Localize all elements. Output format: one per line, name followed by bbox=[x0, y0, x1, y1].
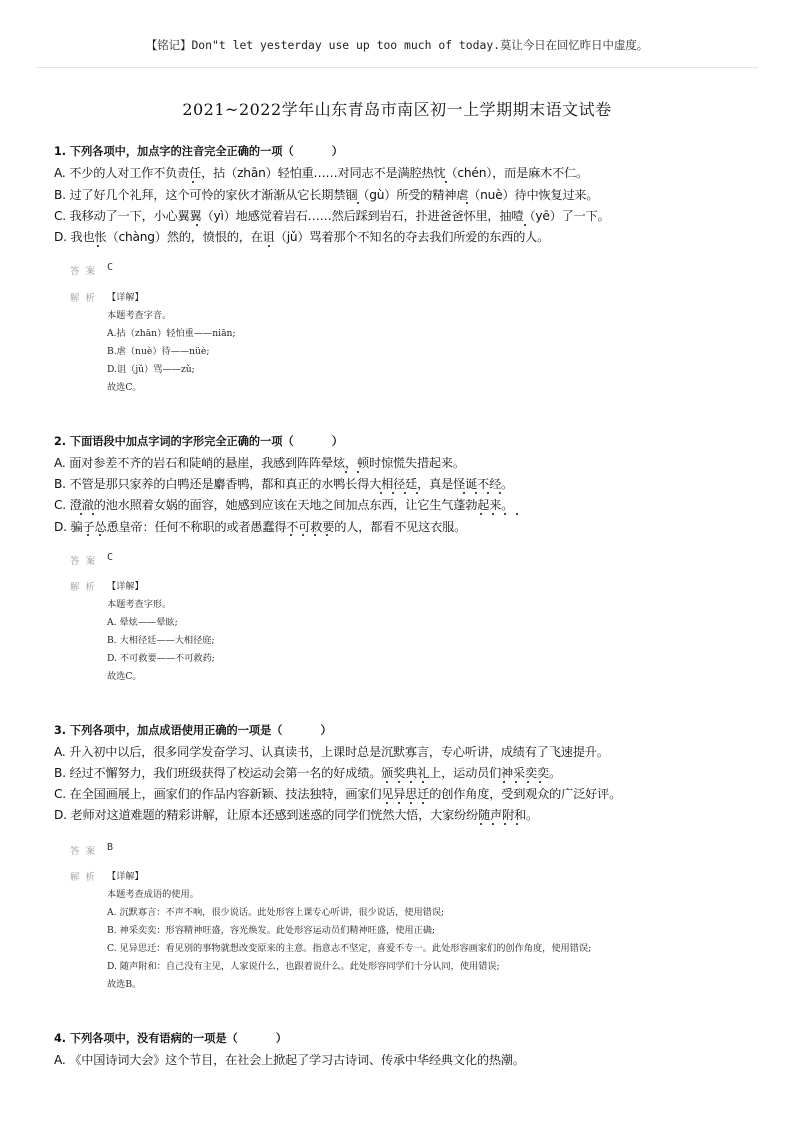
emphasis-dot bbox=[386, 802, 388, 804]
explanation-line: 故选B。 bbox=[107, 979, 142, 990]
analysis-label: 解析 bbox=[70, 293, 102, 304]
question-2-option-a: A. 面对参差不齐的岩石和陡峭的悬崖，我感到阵阵晕炫，顿时惊慌失措起来。 bbox=[54, 456, 465, 470]
explanation-line: D. 不可救要——不可救药; bbox=[107, 653, 215, 664]
analysis-label: 解析 bbox=[70, 582, 102, 593]
emphasis-dot bbox=[357, 202, 359, 204]
emphasis-dot bbox=[445, 181, 447, 183]
emphasis-dot bbox=[480, 823, 482, 825]
question-3-stem: 3. 下列各项中，加点成语使用正确的一项是（ ） bbox=[54, 724, 332, 737]
emphasis-dot bbox=[480, 513, 482, 515]
emphasis-dot bbox=[422, 802, 424, 804]
emphasis-dot bbox=[404, 492, 406, 494]
question-3-option-d: D. 老师对这道难题的精彩讲解，让原本还感到迷惑的同学们恍然大悟，大家纷纷随声附和。 bbox=[54, 808, 539, 822]
emphasis-dot bbox=[268, 245, 270, 247]
emphasis-dot bbox=[392, 492, 394, 494]
emphasis-dot bbox=[466, 202, 468, 204]
question-3-option-c: C. 在全国画展上，画家们的作品内容新颖、技法独特，画家们见异思迁的创作角度，受到观众的广泛好评。 bbox=[54, 787, 622, 801]
explanation-line: 本题考查字音。 bbox=[107, 310, 172, 321]
explanation-line: D.诅（jǔ）骂——zǔ; bbox=[107, 364, 195, 375]
explanation-line: B. 大相径廷——大相径庭; bbox=[107, 635, 215, 646]
question-1-stem: 1. 下列各项中，加点字的注音完全正确的一项（ ） bbox=[54, 145, 343, 158]
emphasis-dot bbox=[504, 823, 506, 825]
emphasis-dot bbox=[463, 492, 465, 494]
question-4-stem: 4. 下列各项中，没有语病的一项是（ ） bbox=[54, 1032, 287, 1045]
header-divider bbox=[36, 67, 758, 68]
emphasis-dot bbox=[345, 471, 347, 473]
question-2-stem: 2. 下面语段中加点字词的字形完全正确的一项（ ） bbox=[54, 435, 343, 448]
emphasis-dot bbox=[499, 492, 501, 494]
analysis-label: 解析 bbox=[70, 872, 102, 883]
page-title: 2021~2022学年山东青岛市南区初一上学期期末语文试卷 bbox=[182, 100, 612, 119]
question-1-option-a: A. 不少的人对工作不负责任，拈（zhān）轻怕重……对同志不是满腔热忱（chén），而是麻木不仁。 bbox=[54, 166, 589, 180]
question-3-answer: B bbox=[107, 842, 114, 853]
answer-label: 答案 bbox=[70, 266, 102, 277]
emphasis-dot bbox=[196, 224, 198, 226]
emphasis-dot bbox=[398, 802, 400, 804]
explanation-line: 本题考查成语的使用。 bbox=[107, 889, 199, 900]
explanation-line: 故选C。 bbox=[107, 382, 142, 393]
question-2-answer: C bbox=[107, 552, 114, 563]
explanation-line: 【详解】 bbox=[107, 871, 144, 882]
explanation-line: A. 晕炫——晕眩; bbox=[107, 617, 178, 628]
emphasis-dot bbox=[302, 534, 304, 536]
emphasis-dot bbox=[80, 513, 82, 515]
emphasis-dot bbox=[527, 781, 529, 783]
emphasis-dot bbox=[422, 781, 424, 783]
emphasis-dot bbox=[314, 534, 316, 536]
emphasis-dot bbox=[410, 781, 412, 783]
emphasis-dot bbox=[290, 534, 292, 536]
emphasis-dot bbox=[326, 534, 328, 536]
emphasis-dot bbox=[87, 534, 89, 536]
emphasis-dot bbox=[516, 823, 518, 825]
explanation-line: D. 随声附和：自己没有主见，人家说什么，也跟着说什么。此处形容同学们十分认同，使用错误; bbox=[107, 961, 500, 972]
emphasis-dot bbox=[492, 513, 494, 515]
explanation-line: 故选C。 bbox=[107, 671, 142, 682]
emphasis-dot bbox=[398, 781, 400, 783]
emphasis-dot bbox=[487, 492, 489, 494]
page-motto: 【铭记】Don"t let yesterday use up too much of today.莫让今日在回忆昨日中虚度。 bbox=[145, 38, 649, 52]
emphasis-dot bbox=[515, 781, 517, 783]
emphasis-dot bbox=[192, 181, 194, 183]
explanation-line: 【详解】 bbox=[107, 581, 144, 592]
explanation-line: A.拈（zhān）轻怕重——niān; bbox=[107, 328, 236, 339]
explanation-line: A. 沉默寡言：不声不响，很少说话。此处形容上课专心听讲，很少说话，使用错误; bbox=[107, 907, 445, 918]
question-1-option-b: B. 过了好几个礼拜，这个可怜的家伙才渐渐从它长期禁锢（gù）所受的精神虐（nuè）待中恢复过来。 bbox=[54, 188, 599, 202]
question-1-answer: C bbox=[107, 262, 114, 273]
emphasis-dot bbox=[92, 513, 94, 515]
answer-label: 答案 bbox=[70, 556, 102, 567]
question-3-option-b: B. 经过不懈努力，我们班级获得了校运动会第一名的好成绩。颁奖典礼上，运动员们神采奕奕。 bbox=[54, 766, 561, 780]
answer-label: 答案 bbox=[70, 846, 102, 857]
emphasis-dot bbox=[386, 781, 388, 783]
explanation-line: 本题考查字形。 bbox=[107, 599, 172, 610]
explanation-line: B.虐（nuè）待——nüè; bbox=[107, 346, 210, 357]
emphasis-dot bbox=[516, 513, 518, 515]
emphasis-dot bbox=[99, 534, 101, 536]
question-4-option-a: A. 《中国诗词大会》这个节目，在社会上掀起了学习古诗词、传承中华经典文化的热潮。 bbox=[54, 1053, 525, 1067]
question-2-option-d: D. 骗子怂恿皇帝：任何不称职的或者愚蠢得不可救要的人，都看不见这衣服。 bbox=[54, 520, 467, 534]
emphasis-dot bbox=[503, 781, 505, 783]
emphasis-dot bbox=[97, 245, 99, 247]
emphasis-dot bbox=[504, 513, 506, 515]
emphasis-dot bbox=[524, 224, 526, 226]
emphasis-dot bbox=[357, 471, 359, 473]
question-1-option-d: D. 我也怅（chàng）然的，愤恨的，在诅（jǔ）骂着那个不知名的夺去我们所爱的东西的人。 bbox=[54, 230, 550, 244]
emphasis-dot bbox=[492, 823, 494, 825]
question-1-option-c: C. 我移动了一下，小心翼翼（yì）地感觉着岩石……然后踩到岩石，扑进爸爸怀里，抽噎（yē）了一下。 bbox=[54, 209, 610, 223]
emphasis-dot bbox=[475, 492, 477, 494]
question-2-option-b: B. 不管是那只家养的白鸭还是麝香鸭，都和真正的水鸭长得大相径廷，真是怪诞不经。 bbox=[54, 477, 514, 491]
emphasis-dot bbox=[410, 802, 412, 804]
explanation-line: 【详解】 bbox=[107, 292, 144, 303]
question-3-option-a: A. 升入初中以后，很多同学发奋学习、认真读书，上课时总是沉默寡言，专心听讲，成绩有了飞速提升。 bbox=[54, 745, 609, 759]
explanation-line: B. 神采奕奕：形容精神旺盛，容光焕发。此处形容运动员们精神旺盛，使用正确; bbox=[107, 925, 436, 936]
emphasis-dot bbox=[539, 781, 541, 783]
explanation-line: C. 见异思迁：看见别的事物就想改变原来的主意。指意志不坚定，喜爱不专一。此处形容画家们的创作角度，使用错误; bbox=[107, 943, 592, 954]
question-2-option-c: C. 澄澈的池水照着女娲的面容，她感到应该在天地之间加点东西，让它生气蓬勃起来。 bbox=[54, 498, 514, 512]
emphasis-dot bbox=[416, 492, 418, 494]
emphasis-dot bbox=[380, 492, 382, 494]
